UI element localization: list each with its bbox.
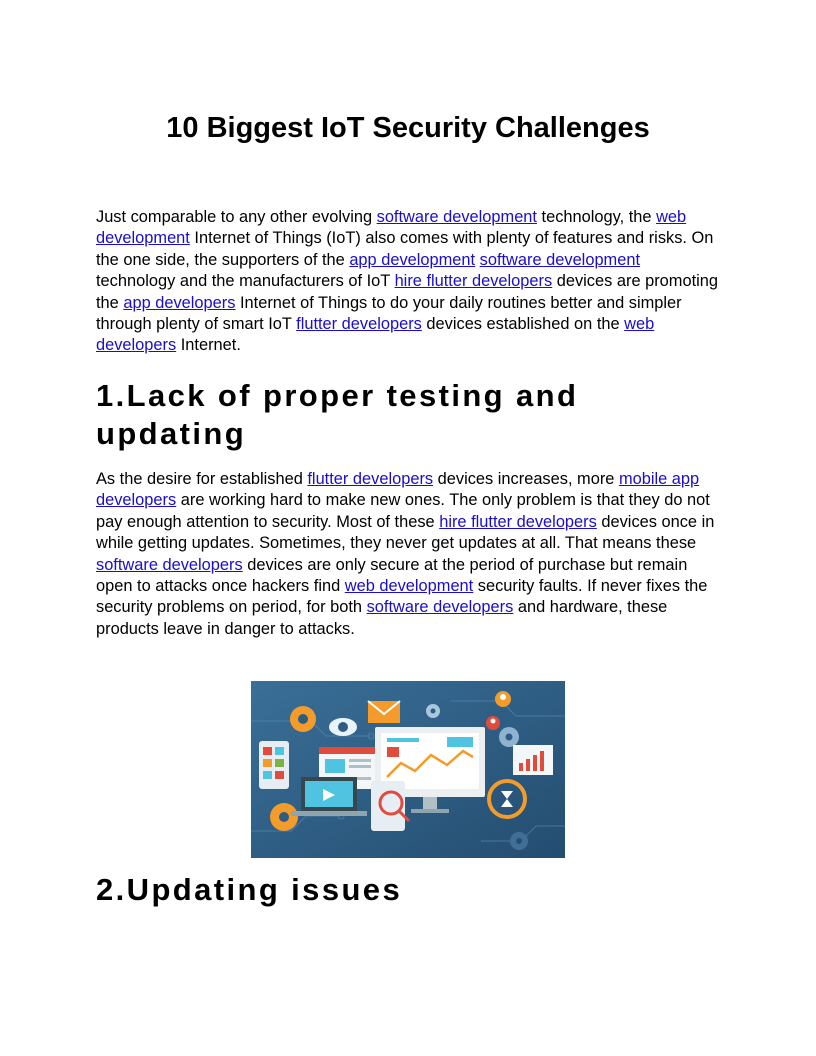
- text-segment: Internet.: [176, 336, 241, 355]
- inline-link[interactable]: software development: [479, 250, 640, 269]
- inline-link[interactable]: hire flutter developers: [439, 512, 597, 531]
- envelope-icon: [368, 701, 400, 723]
- gear-icon: [499, 727, 519, 747]
- laptop-icon: [291, 777, 367, 816]
- user-icon: [486, 716, 500, 730]
- inline-link[interactable]: flutter developers: [296, 315, 422, 334]
- inline-link[interactable]: software development: [376, 208, 537, 226]
- text-segment: and hardware, these products leave in danger to attacks.: [96, 598, 668, 638]
- bar-chart-icon: [513, 745, 553, 775]
- inline-link[interactable]: web development: [96, 208, 687, 248]
- inline-link[interactable]: app development: [349, 250, 476, 269]
- intro-paragraph: [96, 207, 720, 357]
- text-segment: devices increases, more: [433, 470, 619, 488]
- tablet-icon: [259, 741, 289, 789]
- text-segment: are working hard to make new ones. The only problem is that they do not pay enough attention to security. Most of these: [96, 491, 710, 531]
- inline-link[interactable]: web developers: [96, 315, 655, 355]
- text-segment: As the desire for established: [96, 470, 308, 488]
- gear-icon: [510, 832, 528, 850]
- gear-icon: [270, 803, 298, 831]
- text-segment: Just comparable to any other evolving: [96, 208, 377, 226]
- magnifier-icon: [371, 781, 409, 831]
- text-segment: security faults. If never fixes the security problems on period, for both: [96, 577, 708, 617]
- text-segment: Internet of Things (IoT) also comes with plenty of features and risks. On the one side, the supporters of the: [96, 229, 714, 269]
- section-2-heading: 2.Updating issues: [96, 872, 403, 907]
- eye-icon: [329, 718, 357, 736]
- inline-link[interactable]: software developers: [96, 555, 243, 574]
- text-segment: devices are only secure at the period of purchase but remain open to attacks once hackers find: [96, 555, 688, 596]
- text-segment: devices once in while getting updates. Sometimes, they never get updates at all. That means these: [96, 512, 715, 553]
- inline-link[interactable]: mobile app developers: [96, 470, 700, 510]
- text-segment: devices are promoting the: [96, 272, 718, 312]
- text-segment: technology, the: [536, 208, 657, 226]
- iot-illustration: [251, 681, 565, 858]
- text-segment: Internet of Things to do your daily routines better and simpler through plenty of smart IoT: [96, 293, 682, 334]
- inline-link[interactable]: flutter developers: [307, 470, 434, 488]
- page-title: 10 Biggest IoT Security Challenges: [166, 112, 650, 144]
- section-1-paragraph: [96, 469, 720, 640]
- text-segment: devices established on the: [421, 315, 625, 334]
- inline-link[interactable]: web development: [344, 577, 474, 596]
- gear-icon: [426, 704, 440, 718]
- text-segment: technology and the manufacturers of IoT: [96, 272, 395, 291]
- inline-link[interactable]: software developers: [366, 598, 514, 617]
- user-icon: [495, 691, 511, 707]
- inline-link[interactable]: hire flutter developers: [394, 272, 553, 291]
- iot-illustration-svg: [251, 681, 565, 858]
- gear-icon: [290, 706, 316, 732]
- inline-link[interactable]: app developers: [123, 293, 236, 312]
- section-1-heading: 1.Lack of proper testing and updating: [96, 378, 579, 451]
